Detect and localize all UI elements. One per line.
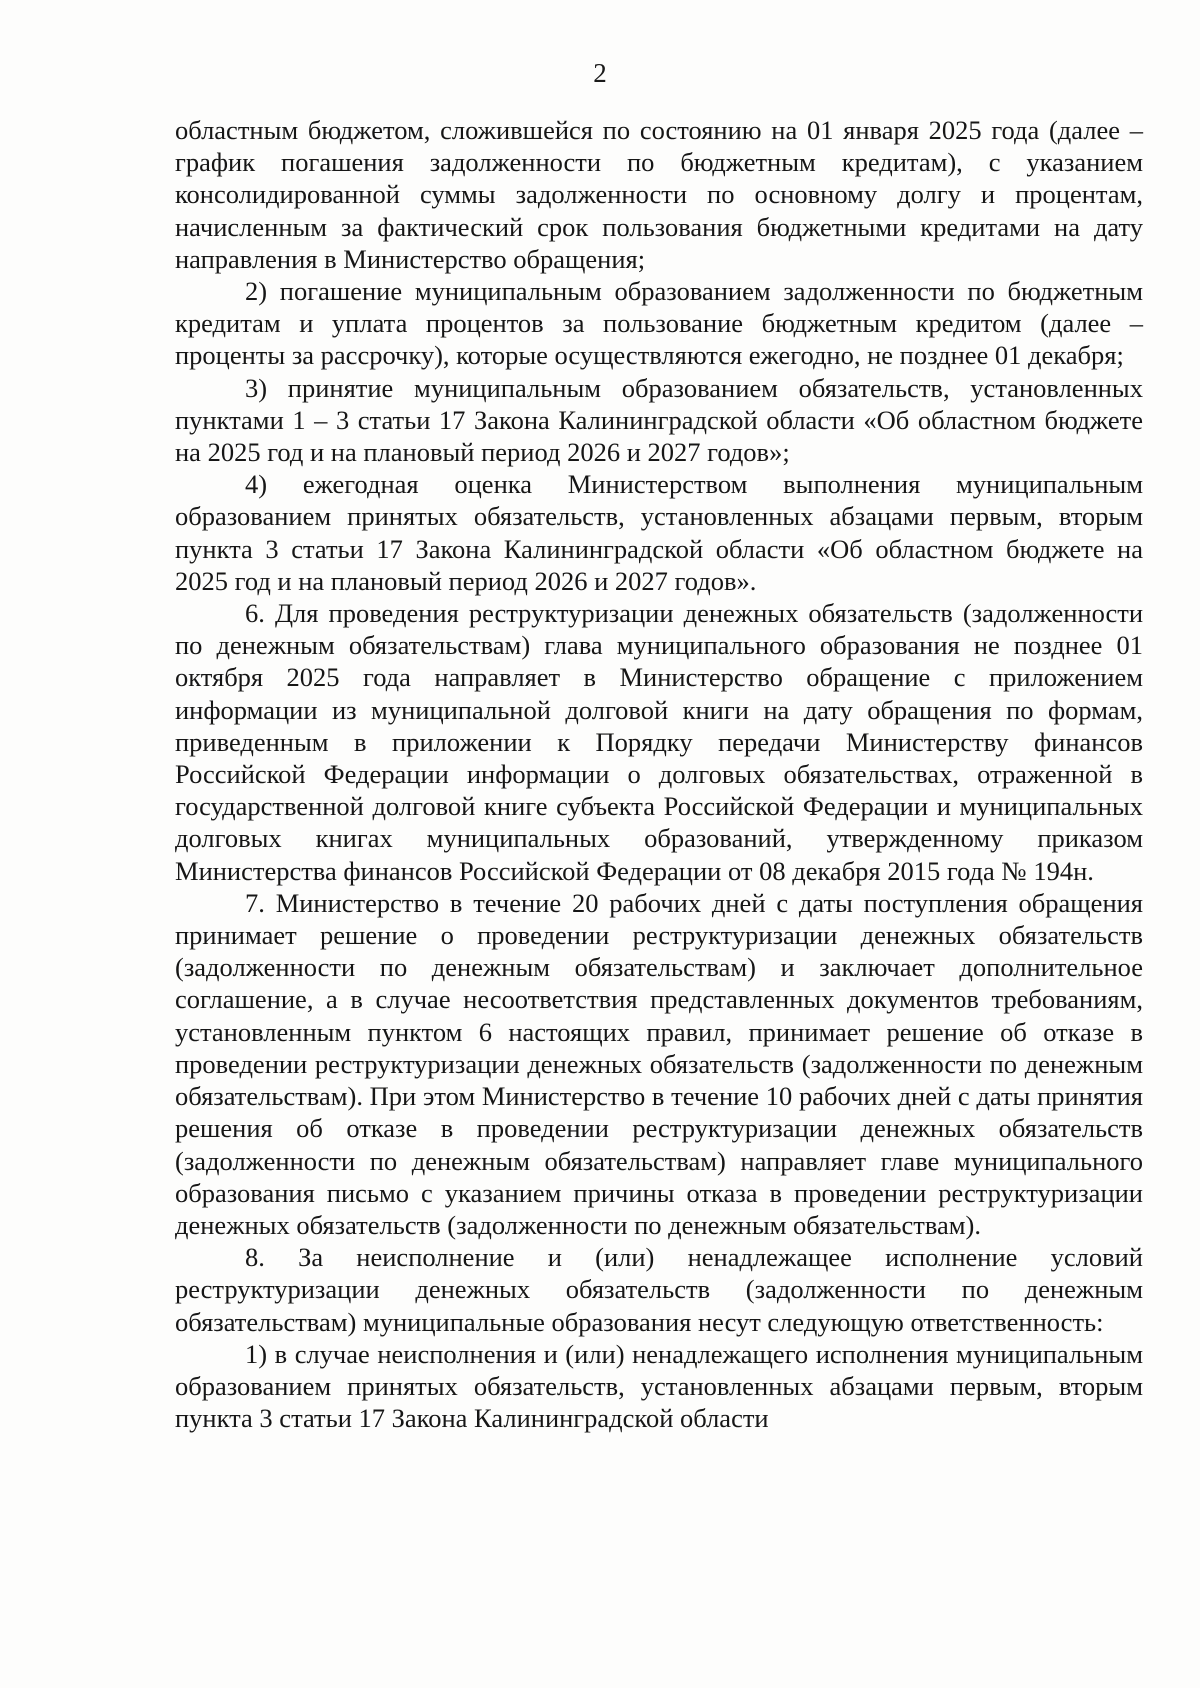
paragraph-item-3: 3) принятие муниципальным образованием обязательств, установленных пунктами 1 – 3 статьи 17 Закона Калининградской области «Об областном бюджете на 2025 год и на плановый период 2026 и 2027 годов»; bbox=[175, 372, 1143, 468]
paragraph-clause-6: 6. Для проведения реструктуризации денежных обязательств (задолженности по денежным обязательствам) глава муниципального образования не позднее 01 октября 2025 года направляет в Министерство обращение с приложением информации из муниципальной долговой книги на дату обращения по формам, приведенным в приложении к Порядку передачи Министерству финансов Российской Федерации информации о долговых обязательствах, отраженной в государственной долговой книге субъекта Российской Федерации и муниципальных долговых книгах муниципальных образований, утвержденному приказом Министерства финансов Российской Федерации от 08 декабря 2015 года № 194н. bbox=[175, 598, 1143, 886]
document-body bbox=[175, 114, 1143, 1434]
paragraph-clause-8: 8. За неисполнение и (или) ненадлежащее исполнение условий реструктуризации денежных обязательств (задолженности по денежным обязательствам) муниципальные образования несут следующую ответственность: bbox=[175, 1242, 1143, 1337]
paragraph-clause-8-item-1: 1) в случае неисполнения и (или) ненадлежащего исполнения муниципальным образованием принятых обязательств, установленных абзацами первым, вторым пункта 3 статьи 17 Закона Калининградской области bbox=[175, 1338, 1143, 1434]
paragraph-continuation: областным бюджетом, сложившейся по состоянию на 01 января 2025 года (далее – график погашения задолженности по бюджетным кредитам), с указанием консолидированной суммы задолженности по основному долгу и процентам, начисленным за фактический срок пользования бюджетными кредитами на дату направления в Министерство обращения; bbox=[175, 115, 1143, 274]
page-number: 2 bbox=[593, 58, 607, 88]
paragraph-clause-7: 7. Министерство в течение 20 рабочих дней с даты поступления обращения принимает решение о проведении реструктуризации денежных обязательств (задолженности по денежным обязательствам) и заключает дополнительное соглашение, а в случае несоответствия представленных документов требованиям, установленным пунктом 6 настоящих правил, принимает решение об отказе в проведении реструктуризации денежных обязательств (задолженности по денежным обязательствам). При этом Министерство в течение 10 рабочих дней с даты принятия решения об отказе в проведении реструктуризации денежных обязательств (задолженности по денежным обязательствам) направляет главе муниципального образования письмо с указанием причины отказа в проведении реструктуризации денежных обязательств (задолженности по денежным обязательствам). bbox=[175, 887, 1143, 1240]
paragraph-item-4: 4) ежегодная оценка Министерством выполнения муниципальным образованием принятых обязательств, установленных абзацами первым, вторым пункта 3 статьи 17 Закона Калининградской области «Об областном бюджете на 2025 год и на плановый период 2026 и 2027 годов». bbox=[175, 469, 1143, 596]
paragraph-item-2: 2) погашение муниципальным образованием задолженности по бюджетным кредитам и уплата процентов за пользование бюджетным кредитом (далее – проценты за рассрочку), которые осуществляются ежегодно, не позднее 01 декабря; bbox=[175, 276, 1143, 371]
